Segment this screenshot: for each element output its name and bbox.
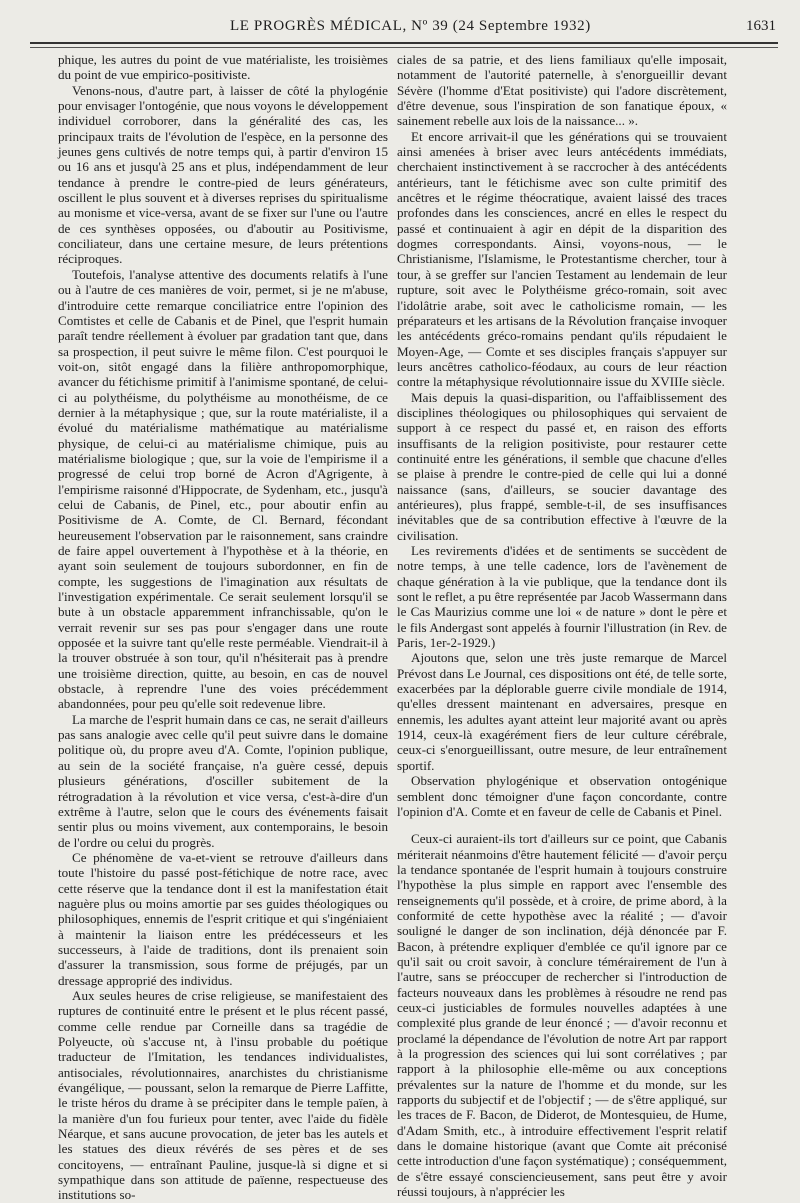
page-number: 1631 bbox=[746, 18, 776, 34]
right-column bbox=[397, 52, 727, 1200]
paragraph: ciales de sa patrie, et des liens familiaux qu'elle imposait, notamment de l'autorité paternelle, à s'enorgueillir devant Sévère (l'homme d'Etat positiviste) qui l'adore discrètement, d'être devenue, sous l'inspiration de son fanatique époux, « sainement rebelle aux lois de la naissance... ». bbox=[397, 52, 727, 129]
paragraph: Ajoutons que, selon une très juste remarque de Marcel Prévost dans Le Journal, ces dispositions ont été, de telle sorte, exacerbées par la déplorable guerre civile mondiale de 1914, qu'elles dressent maintenant en adversaires, presque en ennemis, les adultes ayant atteint leur majorité avant ou après 1914, ceux-là exagérément fiers de leur culture cérébrale, ceux-ci s'enorgueillissant, outre mesure, de leur entraînement sportif. bbox=[397, 650, 727, 773]
paragraph: phique, les autres du point de vue matérialiste, les troisièmes du point de vue empirico-positiviste. bbox=[58, 52, 388, 83]
page-header bbox=[30, 8, 778, 42]
paragraph: Mais depuis la quasi-disparition, ou l'affaiblissement des disciplines théologiques ou philosophiques qui servaient de support à ce respect du passé et, en raison des efforts insuffisants de la religion positiviste, pour restaurer cette continuité entre les générations, il semble que chacune d'elles se plaise à prendre le contre-pied de celle qui lui a donné naissance (sans, d'ailleurs, se soucier davantage des antérieures), plus frappé, semble-t-il, de ses insuffisances inévitables que de sa contribution effective à l'œuvre de la civilisation. bbox=[397, 389, 727, 543]
left-column bbox=[58, 52, 388, 1203]
paragraph: Ceux-ci auraient-ils tort d'ailleurs sur ce point, que Cabanis mériterait néanmoins d'être hautement félicité — d'avoir perçu la tendance spontanée de l'esprit humain à toujours construire l'hypothèse la plus simple en rapport avec l'ensemble des renseignements qu'il possède, et à croire, de prime abord, à la conformité de cette hypothèse avec la réalité ; — d'avoir souligné le danger de son inclination, déjà dénoncée par F. Bacon, à prétendre expliquer d'emblée ce qu'il ignore par ce qu'il sait ou croit savoir, à conclure témérairement de l'un à l'autre, sans se préoccuper de rechercher si l'introduction de facteurs nouveaux dans les problèmes à résoudre ne rend pas ceux-ci justiciables de formules nouvelles adaptées à une complexité plus grande de leur énoncé ; — d'avoir reconnu et proclamé la dépendance de l'évolution de notre Art par rapport à la progression des sciences qui lui sont corrélatives ; par rapport à la philosophie elle-même ou aux conceptions prévalentes sur la nature de l'homme et du monde, sur les rapports du subjectif et de l'objectif ; — de s'être appliqué, sur les traces de F. Bacon, de Diderot, de Montesquieu, de Hume, d'Adam Smith, etc., à introduire effectivement l'esprit relatif dans le domaine historique (avant que Comte ait préconisé cette introduction d'une façon systématique) ; conséquemment, de s'être essayé consciencieusement, sans peut être y avoir réussi toujours, à n'apprécier les bbox=[397, 831, 727, 1200]
paragraph: Toutefois, l'analyse attentive des documents relatifs à l'une ou à l'autre de ces manières de voir, permet, si je ne m'abuse, d'introduire cette remarque conciliatrice entre l'opinion des Comtistes et celle de Cabanis et de Pinel, que l'esprit humain paraît tendre réellement à évoluer par gradation tant que, dans sa prospection, il peut suivre le même filon. C'est pourquoi le voit-on, sitôt engagé dans la filière anthropomorphique, avancer du fétichisme primitif à l'animisme spontané, de celui-ci au polythéisme, du polythéisme au monothéisme, de ce dernier à la métaphysique ; que, sur la route matérialiste, il a évolué du matérialisme mathématique au matérialisme physique, de celui-ci au matérialisme chimique, puis au matérialisme biologique ; que, sur la voie de l'empirisme il a progressé de celui trop borné de Acron d'Agrigente, à l'empirisme raisonné d'Hippocrate, de Sydenham, etc., jusqu'à celui de Cabanis, de Pinel, etc., pour aboutir enfin au Positivisme de A. Comte, de Cl. Bernard, fécondant heureusement l'observation par le raisonnement, sans craindre de faire appel ouvertement à l'hypothèse et à la théorie, en ayant soin seulement de toujours subordonner, en fin de compte, les suggestions de l'imagination aux résultats de l'investigation expérimentale. Ce serait seulement lorsqu'il se bute à un obstacle apparemment infranchissable, qu'on le verrait revenir sur ses pas pour s'engager dans une route opposée et la suivre tant qu'elle reste perméable. Viendrait-il à la trouver obstruée à son tour, qu'il n'hésiterait pas à prendre une troisième direction, quitte, au besoin, en cas de nouvel obstacle, à reprendre l'une des voies précédemment abandonnées, pour peu qu'elle soit redevenue libre. bbox=[58, 266, 388, 712]
paragraph: Et encore arrivait-il que les générations qui se trouvaient ainsi amenées à briser avec leurs antécédents immédiats, cherchaient instinctivement à se raccrocher à des antécédents antérieurs, tant le fétichisme avec son culte primitif des ancêtres et le régime théocratique, avaient laissé des traces profondes dans les consciences, ancré en elles le respect du passé et continuaient à agir en dépit de la disparition des dogmes correspondants. Ainsi, voyons-nous, — le Christianisme, l'Islamisme, le Protestantisme chercher, tour à tour, à se greffer sur l'ancien Testament au lendemain de leur rupture, soit avec le Polythéisme gréco-romain, soit avec l'idolâtrie arabe, soit avec le catholicisme romain, — les préparateurs et les artisans de la Révolution française invoquer les antécédents gréco-romains pendant qu'ils répudaient le Moyen-Age, — Comte et ses disciples français s'appuyer sur leurs ancêtres catholico-féodaux, au cours de leur réaction contre la métaphysique révolutionnaire issue du XVIIIe siècle. bbox=[397, 128, 727, 390]
paragraph: Ce phénomène de va-et-vient se retrouve d'ailleurs dans toute l'histoire du passé post-fétichique de notre race, avec cette réserve que la tendance dont il est la manifestation était naguère plus ou moins amortie par ses guides théologiques ou philosophiques, ennemis de l'esprit critique et qui s'ingéniaient à maintenir la liaison entre les prédécesseurs et les successeurs, à l'aide de traditions, dont ils prenaient soin d'assurer la transmission, sous forme de préjugés, par un dressage approprié des individus. bbox=[58, 849, 388, 988]
paragraph: Aux seules heures de crise religieuse, se manifestaient des ruptures de continuité entre le présent et le plus récent passé, comme celle rendue par Corneille dans sa tragédie de Polyeucte, où s'accuse nt, à l'insu probable du poétique traducteur de l'Imitation, les tendances individualistes, antisociales, révolutionnaires, anarchistes du christianisme évangélique, — poussant, selon la remarque de Pierre Laffitte, le triste héros du drame à se précipiter dans le temple païen, à la manière d'un fou furieux pour tenter, avec l'aide du fidèle Néarque, et sans aucune provocation, de jeter bas les autels et les statues des dieux révérés de ses pères et de ses concitoyens, — entraînant Pauline, jusque-là si digne et si sympathique dans son attitude de païenne, respectueuse des institutions so- bbox=[58, 987, 388, 1203]
header-rule-thin bbox=[30, 47, 778, 48]
paragraph: Observation phylogénique et observation ontogénique semblent donc témoigner d'une façon concordante, contre l'opinion d'A. Comte et en faveur de celle de Cabanis et Pinel. bbox=[397, 773, 727, 819]
paragraph: Venons-nous, d'autre part, à laisser de côté la phylogénie pour envisager l'ontogénie, que nous voyons le développement individuel corroborer, dans la généralité des cas, les principaux traits de l'évolution de l'espèce, en la personne des jeunes gens cultivés de notre temps qui, à partir d'environ 15 ou 16 ans et jusqu'à 25 ans et plus, indépendamment de leur tendance à prendre le contre-pied de leurs générateurs, oscillent le plus souvent et à diverses reprises du spiritualisme au monisme et vice-versa, avant de se fixer sur l'une ou l'autre de ces synthèses opposées, ou d'aboutir au Positivisme, conciliateur, dans une certaine mesure, de leurs prétentions réciproques. bbox=[58, 82, 388, 267]
paragraph: Les revirements d'idées et de sentiments se succèdent de notre temps, à une telle cadence, lors de l'avènement de chaque génération à la vie publique, que la tendance dont ils sont le reflet, a pu être représentée par Jacob Wassermann dans le Cas Maurizius comme une loi « de nature » dont le père et le fils Andergast sont appelés à fournir l'illustration (in Rev. de Paris, 1er-2-1929.) bbox=[397, 543, 727, 651]
header-rule bbox=[30, 42, 778, 44]
running-title: LE PROGRÈS MÉDICAL, Nº 39 (24 Septembre 1932) bbox=[230, 18, 591, 34]
paragraph: La marche de l'esprit humain dans ce cas, ne serait d'ailleurs pas sans analogie avec celle qu'il peut suivre dans le domaine politique où, du propre aveu d'A. Comte, l'opinion publique, au sein de la société française, n'a guère cessé, depuis plusieurs générations, d'osciller subitement de la rétrogradation à la révolution et vice versa, c'est-à-dire d'un extrême à l'autre, selon que le cours des événements faisait sentir plus ou moins vivement, aux contemporains, le besoin de l'ordre ou celui du progrès. bbox=[58, 711, 388, 850]
